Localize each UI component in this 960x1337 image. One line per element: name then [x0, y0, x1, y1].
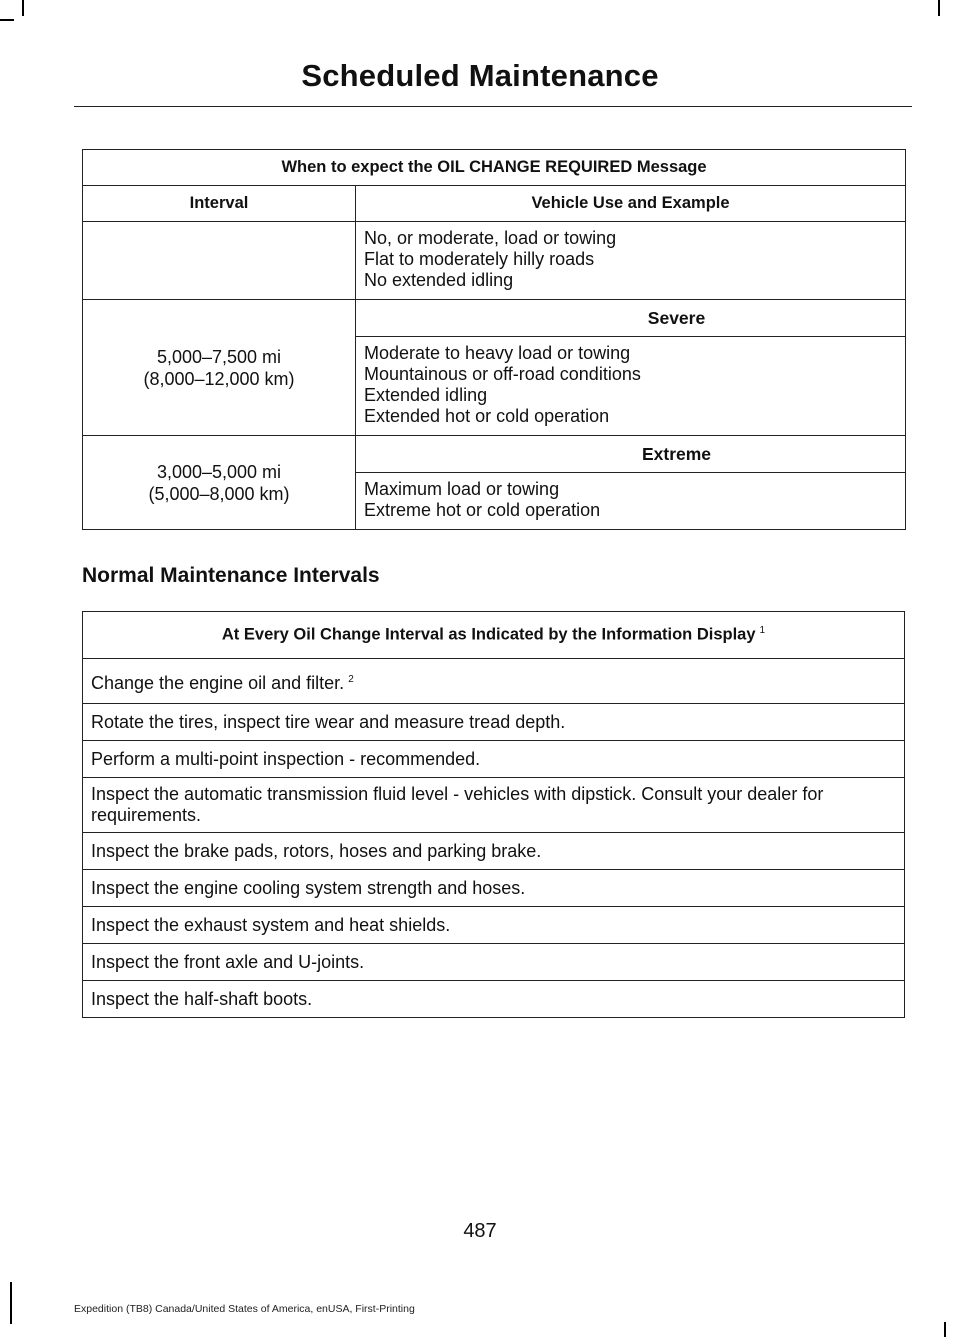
category-extreme: Extreme — [356, 436, 906, 473]
interval-miles: 3,000–5,000 mi — [156, 461, 282, 482]
page-number: 487 — [463, 1220, 497, 1242]
table-cell: Perform a multi-point inspection - recommended. — [83, 741, 905, 778]
crop-mark-top-right — [938, 0, 940, 16]
use-line: Moderate to heavy load or towing — [364, 343, 631, 363]
table-row-severe-category — [83, 300, 906, 337]
footer-text: Expedition (TB8) Canada/United States of America, enUSA, First-Printing — [74, 1303, 415, 1315]
table-cell: Inspect the front axle and U-joints. — [83, 944, 905, 981]
table-cell: Inspect the engine cooling system strength and hoses. — [83, 870, 905, 907]
table-row — [83, 907, 905, 944]
use-line: Extreme hot or cold operation — [364, 500, 601, 520]
table-row — [83, 741, 905, 778]
footnote-marker: 2 — [348, 673, 354, 685]
use-cell-extreme — [356, 473, 906, 530]
section-heading: Normal Maintenance Intervals — [82, 564, 380, 587]
table-cell: Inspect the automatic transmission fluid level - vehicles with dipstick. Consult your dealer for requirements. — [83, 778, 905, 833]
table-cell: Inspect the brake pads, rotors, hoses and parking brake. — [83, 833, 905, 870]
table-row — [83, 704, 905, 741]
table-cell — [83, 659, 905, 704]
oil-table-caption: When to expect the OIL CHANGE REQUIRED Message — [83, 150, 906, 186]
use-line: Flat to moderately hilly roads — [364, 249, 595, 269]
table-cell: Rotate the tires, inspect tire wear and measure tread depth. — [83, 704, 905, 741]
use-line: Extended hot or cold operation — [364, 406, 610, 426]
crop-mark-top-left-horizontal — [0, 19, 14, 21]
footnote-marker: 1 — [759, 625, 766, 637]
table-row — [83, 833, 905, 870]
interval-cell-normal — [83, 222, 356, 300]
table-row — [83, 870, 905, 907]
table-cell: Inspect the half-shaft boots. — [83, 981, 905, 1018]
row-text: Change the engine oil and filter. — [91, 672, 345, 693]
column-header-vehicle-use: Vehicle Use and Example — [356, 186, 906, 222]
use-line: No extended idling — [364, 270, 514, 290]
normal-maintenance-table — [82, 611, 905, 1018]
normal-table-header-text: At Every Oil Change Interval as Indicated by the Information Display — [221, 625, 756, 644]
crop-mark-top-left — [22, 0, 24, 16]
title-rule — [74, 106, 912, 107]
table-row — [83, 981, 905, 1018]
use-line: No, or moderate, load or towing — [364, 228, 617, 248]
interval-cell-extreme — [83, 436, 356, 530]
table-row — [83, 778, 905, 833]
interval-kilometers: (5,000–8,000 km) — [148, 483, 290, 504]
interval-cell-severe — [83, 300, 356, 436]
normal-table-header — [83, 612, 905, 659]
use-line: Mountainous or off-road conditions — [364, 364, 641, 384]
crop-mark-bottom-left — [10, 1282, 12, 1324]
page-title: Scheduled Maintenance — [301, 58, 659, 93]
crop-mark-bottom-right — [944, 1322, 946, 1337]
use-cell-severe — [356, 337, 906, 436]
interval-miles: 5,000–7,500 mi — [156, 346, 282, 367]
use-cell-normal — [356, 222, 906, 300]
table-row-extreme-category — [83, 436, 906, 473]
table-cell: Inspect the exhaust system and heat shields. — [83, 907, 905, 944]
category-severe: Severe — [356, 300, 906, 337]
table-row-normal — [83, 222, 906, 300]
table-row — [83, 944, 905, 981]
table-row — [83, 659, 905, 704]
oil-change-message-table — [82, 149, 906, 530]
column-header-interval: Interval — [83, 186, 356, 222]
use-line: Extended idling — [364, 385, 488, 405]
interval-kilometers: (8,000–12,000 km) — [143, 368, 295, 389]
use-line: Maximum load or towing — [364, 479, 560, 499]
